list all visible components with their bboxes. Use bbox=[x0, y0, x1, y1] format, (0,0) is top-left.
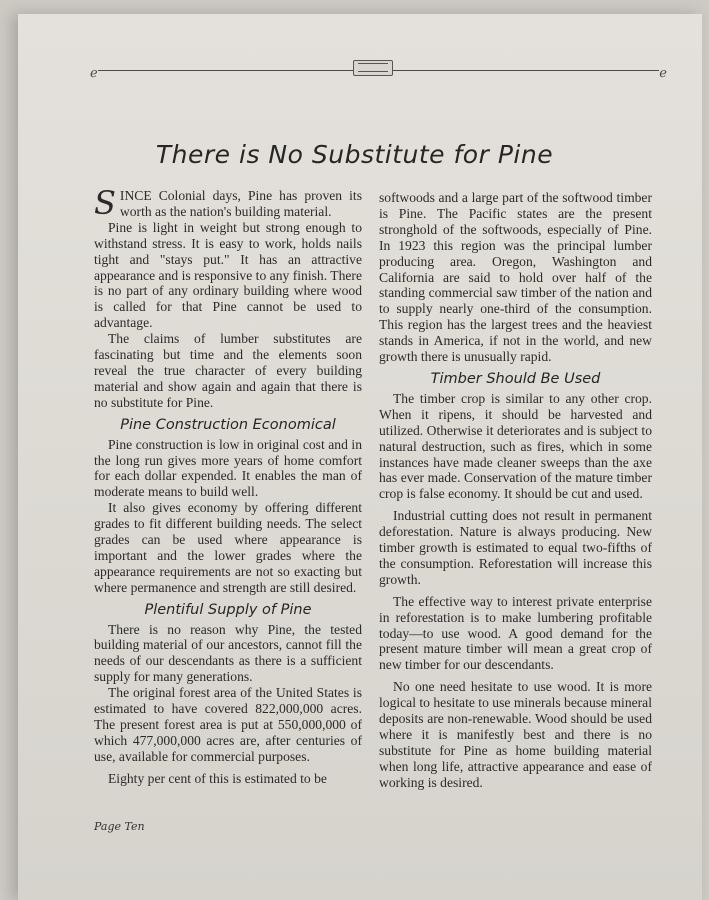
paragraph: Pine construction is low in original cost and in the long run gives more years of home comfort for each dollar expended. It enables the man of moderate means to build well. bbox=[94, 436, 362, 500]
section-heading-supply: Plentiful Supply of Pine bbox=[144, 601, 312, 618]
paragraph: The original forest area of the United States is estimated to have covered 822,000,000 acres. The present forest area is put at 550,000,000 of which 477,000,000 acres are, after centuries of use, available for commercial purposes. bbox=[94, 685, 362, 764]
paragraph: There is no reason why Pine, the tested building material of our ancestors, cannot fill the needs of our descendants as there is a sufficient supply for many generations. bbox=[94, 621, 362, 685]
right-column bbox=[379, 190, 652, 791]
paragraph: softwoods and a large part of the softwood timber is Pine. The Pacific states are the present stronghold of the softwoods, especially of Pine. In 1923 this region was the principal lumber producing area. Oregon, Washington and California are said to hold over half of the standing commercial saw timber of the nation and to supply nearly one-third of the consumption. This region has the largest trees and the heaviest stands in America, if not in the world, and new growth there is unusually rapid. bbox=[379, 190, 652, 365]
paragraph: It also gives economy by offering different grades to fit different building needs. The select grades can be used where appearance is important and the lower grades where the appearance requirements are not so exacting but where permanence and strength are still desired. bbox=[94, 500, 362, 595]
intro-text: INCE Colonial days, Pine has proven its worth as the nation's building material. bbox=[119, 188, 362, 219]
left-column bbox=[94, 184, 362, 787]
drop-cap: S bbox=[94, 184, 116, 222]
paragraph: The effective way to interest private enterprise in reforestation is to make lumbering profitable today—to use wood. A good demand for the present mature timber will mean a great crop of new timber for our descendants. bbox=[379, 593, 652, 673]
intro-paragraph bbox=[94, 184, 362, 222]
right-flourish-icon: ℯ bbox=[659, 65, 667, 80]
left-flourish-icon: ℯ bbox=[90, 65, 98, 80]
paragraph: Pine is light in weight but strong enough to withstand stress. It is easy to work, holds nails tight and "stays put." It has an attractive appearance and is responsive to any finish. There is no part of any ordinary building where wood is called for that Pine cannot be used to advantage. bbox=[94, 219, 362, 331]
paragraph: Industrial cutting does not result in permanent deforestation. Nature is always producing. New timber growth is estimated to equal two-fifths of the consumption. Reforestation will increase this growth. bbox=[379, 508, 652, 587]
paragraph: The timber crop is similar to any other crop. When it ripens, it should be harvested and utilized. Otherwise it deteriorates and is subject to natural destruction, such as fires, which in some instances have made cleaner sweeps than the axe has ever made. Conservation of the mature timber crop is false economy. It should be cut and used. bbox=[379, 390, 652, 502]
page-number: Page Ten bbox=[94, 820, 145, 833]
paragraph: The claims of lumber substitutes are fascinating but time and the elements soon reveal the true character of every building material and show again and again that there is no substitute for Pine. bbox=[94, 331, 362, 410]
section-heading-construction: Pine Construction Economical bbox=[120, 416, 336, 433]
paragraph: No one need hesitate to use wood. It is more logical to hesitate to use minerals because mineral deposits are non-renewable. Wood should be used where it is manifestly best and there is no substitute for Pine as home building material when long life, attractive appearance and ease of working is desired. bbox=[379, 679, 652, 790]
section-heading-timber: Timber Should Be Used bbox=[430, 370, 601, 387]
header-emblem-icon bbox=[353, 60, 393, 76]
paragraph: Eighty per cent of this is estimated to be bbox=[108, 770, 327, 786]
page-title: There is No Substitute for Pine bbox=[155, 140, 554, 169]
